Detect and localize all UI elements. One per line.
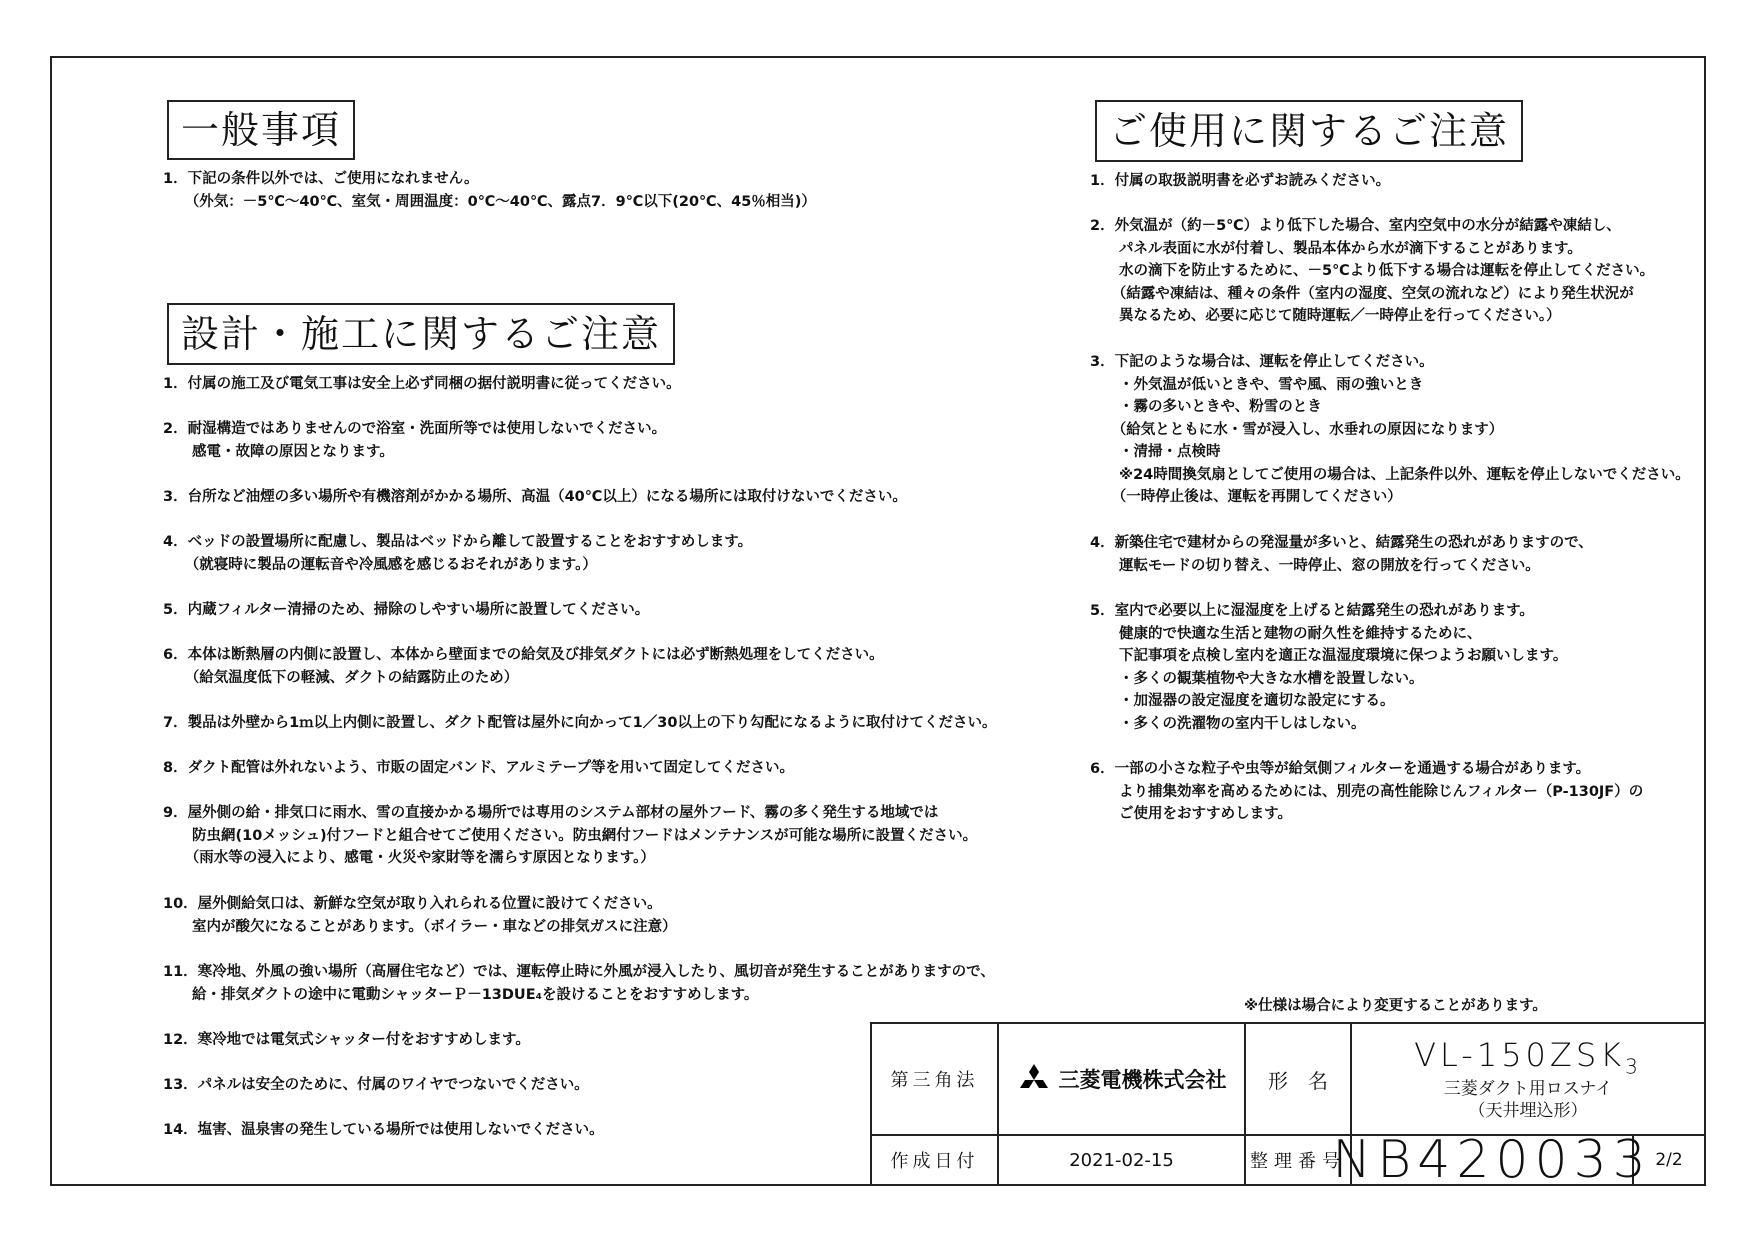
- design-heading: 設計・施工に関するご注意: [167, 303, 675, 365]
- company-name: 三菱電機株式会社: [1058, 1068, 1227, 1092]
- date-value: 2021-02-15: [1069, 1149, 1174, 1171]
- date-label: 作成日付: [890, 1151, 979, 1172]
- design-item-2: 2．耐湿構造ではありませんので浴室・洗面所等では使用しないでください。 感電・故障の原因となります。: [163, 421, 667, 460]
- spec-note: ※仕様は場合により変更することがあります。: [1244, 998, 1547, 1014]
- usage-item-6: 6．一部の小さな粒子や虫等が給気側フィルターを通過する場合があります。 より捕集効率を高めるためには、別売の高性能除じんフィルター（P-130JF）の ご使用をおすすめします。: [1090, 761, 1644, 822]
- design-item-9: 9．屋外側の給・排気口に雨水、雪の直接かかる場所では専用のシステム部材の屋外フード、霧の多く発生する地域では 防虫網(10メッシュ)付フードと組合せてご使用ください。防虫網付フードはメンテナンスが可能な場所に設置ください。 （雨水等の浸入により、感電・火災や家財等を濡らす原因となります。）: [163, 805, 978, 866]
- company-logo: [1017, 1064, 1227, 1094]
- design-item-13: 13．パネルは安全のために、付属のワイヤでつないでください。: [163, 1077, 589, 1093]
- usage-item-1: 1．付属の取扱説明書を必ずお読みください。: [1090, 173, 1391, 189]
- usage-item-2: 2．外気温が（約－5℃）より低下した場合、室内空気中の水分が結露や凍結し、 パネル表面に水が付着し、製品本体から水が滴下することがあります。 水の滴下を防止するために、－5℃より低下する場合は運転を停止してください。 （結露や凍結は、種々の条件（室内の湿度、空気の流れなど）により発生状況が 異なるため、必要に応じて随時運転／一時停止を行ってください。）: [1090, 218, 1655, 324]
- design-item-1: 1．付属の施工及び電気工事は安全上必ず同梱の据付説明書に従ってください。: [163, 376, 681, 392]
- number-value: NB420033: [1332, 1130, 1652, 1190]
- page-number: 2/2: [1655, 1150, 1683, 1170]
- usage-heading: ご使用に関するご注意: [1095, 100, 1523, 162]
- product-type: （天井埋込形）: [1468, 1101, 1588, 1122]
- model-code-sub: 3: [1625, 1054, 1642, 1079]
- design-item-4: 4．ベッドの設置場所に配慮し、製品はベッドから離して設置することをおすすめします。 （就寝時に製品の運転音や冷風感を感じるおそれがあります。）: [163, 534, 753, 573]
- model-label: 形 名: [1268, 1068, 1328, 1093]
- design-item-11: 11．寒冷地、外風の強い場所（高層住宅など）では、運転停止時に外風が浸入したり、風切音が発生することがありますので、 給・排気ダクトの途中に電動シャッターＰ－13DUE₄を設けることをおすすめします。: [163, 964, 995, 1003]
- design-item-6: 6．本体は断熱層の内側に設置し、本体から壁面までの給気及び排気ダクトには必ず断熱処理をしてください。 （給気温度低下の軽減、ダクトの結露防止のため）: [163, 647, 884, 686]
- design-item-3: 3．台所など油煙の多い場所や有機溶剤がかかる場所、高温（40℃以上）になる場所には取付けないでください。: [163, 489, 907, 505]
- design-item-12: 12．寒冷地では電気式シャッター付をおすすめします。: [163, 1032, 530, 1048]
- usage-item-3: 3．下記のような場合は、運転を停止してください。 ・外気温が低いときや、雪や風、雨の強いとき ・霧の多いときや、粉雪のとき （給気とともに水・雪が浸入し、水垂れの原因になります） ・清掃・点検時 ※24時間換気扇としてご使用の場合は、上記条件以外、運転を停止しないでください。 （一時停止後は、運転を再開してください）: [1090, 354, 1690, 505]
- general-item-1: 1．下記の条件以外では、ご使用になれません。 （外気：－5℃～40℃、室気・周囲温度：0℃～40℃、露点7．9℃以下(20℃、45％相当)）: [163, 171, 816, 210]
- design-item-14: 14．塩害、温泉害の発生している場所では使用しないでください。: [163, 1122, 604, 1138]
- design-item-8: 8．ダクト配管は外れないよう、市販の固定バンド、アルミテープ等を用いて固定してください。: [163, 760, 794, 776]
- projection-label: 第三角法: [890, 1070, 979, 1091]
- number-label: 整理番号: [1250, 1151, 1346, 1172]
- model-code: [1414, 1036, 1642, 1078]
- title-block: [870, 1022, 1706, 1190]
- usage-item-4: 4．新築住宅で建材からの発湿量が多いと、結露発生の恐れがありますので、 運転モードの切り替え、一時停止、窓の開放を行ってください。: [1090, 535, 1593, 574]
- general-heading: 一般事項: [167, 100, 355, 160]
- design-item-10: 10．屋外側給気口は、新鮮な空気が取り入れられる位置に設けてください。 室内が酸欠になることがあります。（ボイラー・車などの排気ガスに注意）: [163, 896, 677, 935]
- mitsubishi-logo-icon: [1017, 1064, 1051, 1094]
- number-value-cell: [1332, 1130, 1652, 1190]
- model-code-text: VL-150ZSK: [1414, 1035, 1626, 1074]
- design-item-7: 7．製品は外壁から1ｍ以上内側に設置し、ダクト配管は屋外に向かって1／30以上の下り勾配になるように取付けてください。: [163, 715, 997, 731]
- design-item-5: 5．内蔵フィルター清掃のため、掃除のしやすい場所に設置してください。: [163, 602, 650, 618]
- company-logo-cell: [999, 1024, 1244, 1134]
- usage-item-5: 5．室内で必要以上に湿湿度を上げると結露発生の恐れがあります。 健康的で快適な生活と建物の耐久性を維持するために、 下記事項を点検し室内を適正な温湿度環境に保つようお願いします。 ・多くの観葉植物や大きな水槽を設置しない。 ・加湿器の設定湿度を適切な設定にする。 ・多くの洗濯物の室内干しはしない。: [1090, 603, 1568, 732]
- model-info: [1352, 1024, 1704, 1134]
- product-name: 三菱ダクト用ロスナイ: [1443, 1079, 1613, 1100]
